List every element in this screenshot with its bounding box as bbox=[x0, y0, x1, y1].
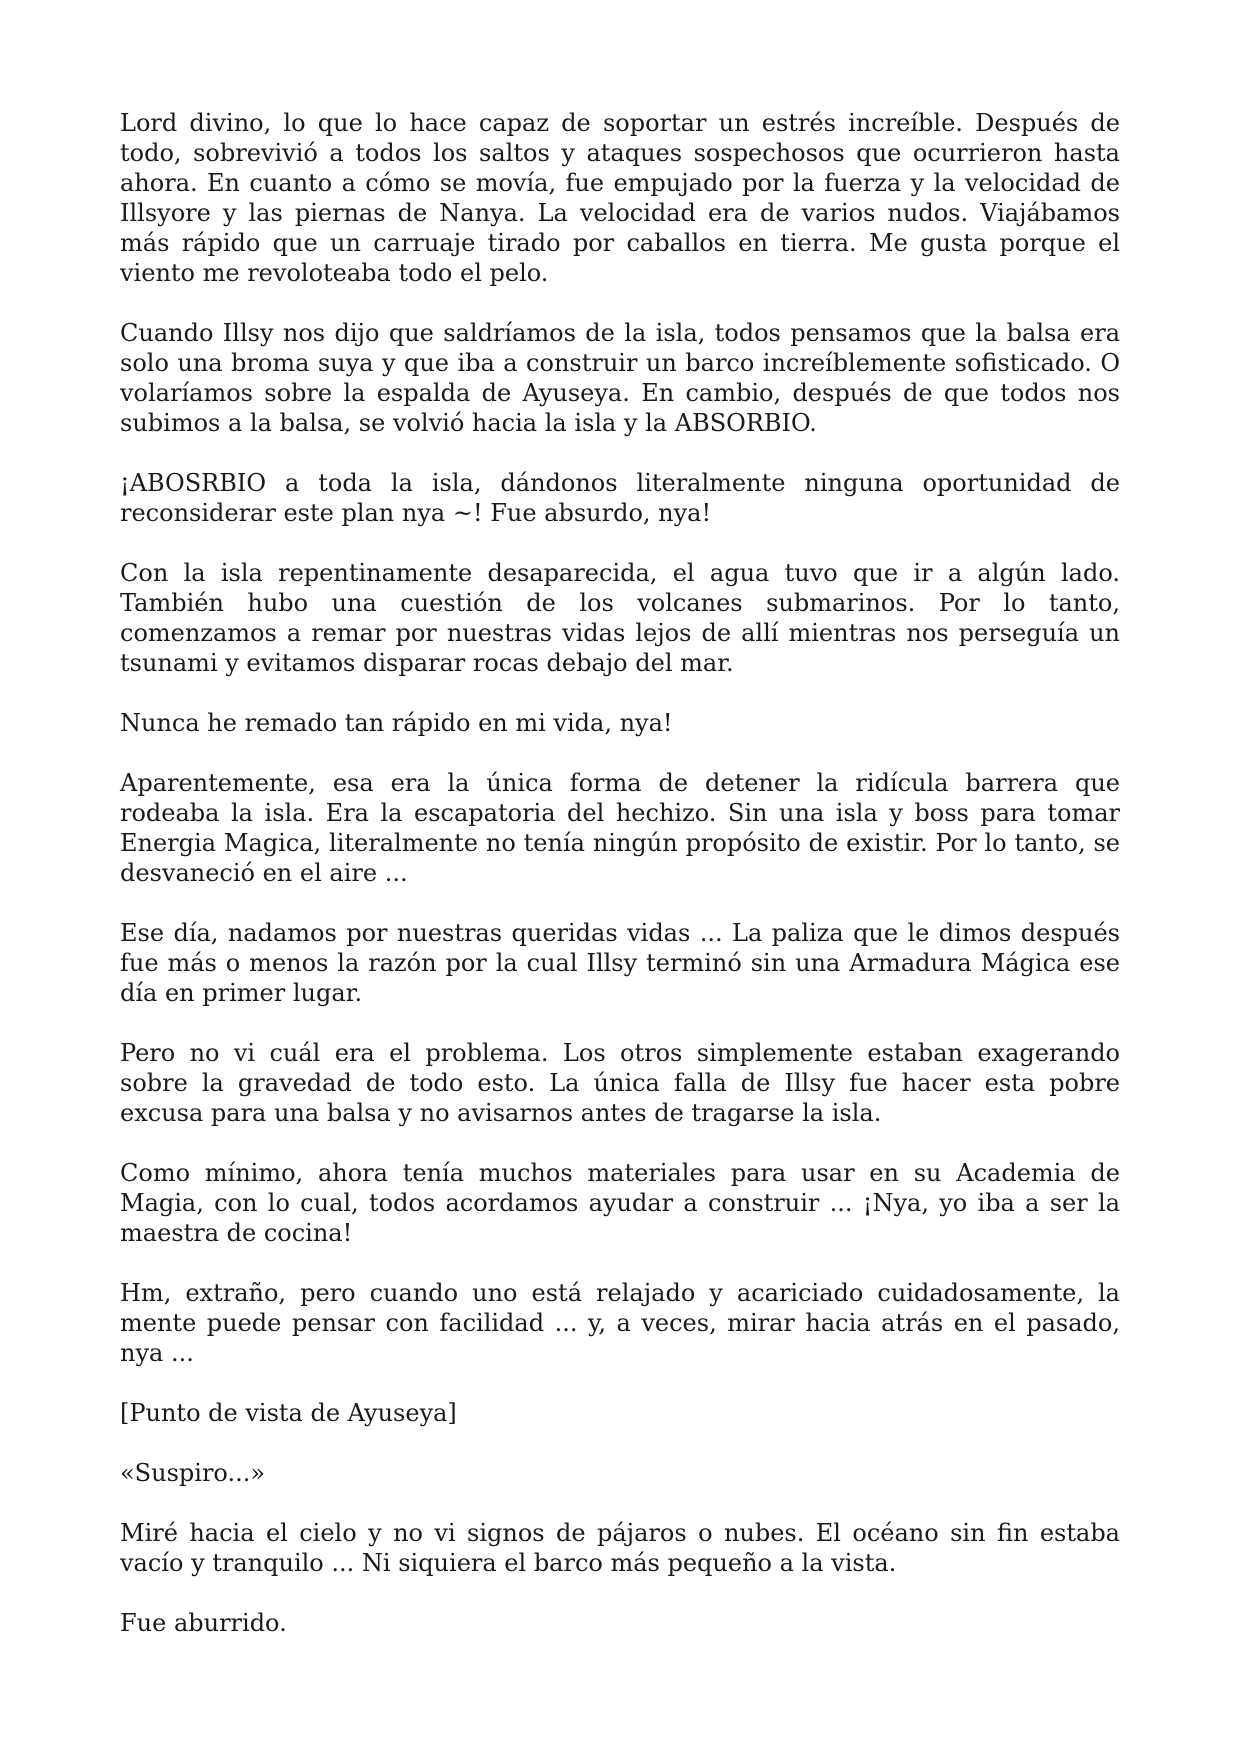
dialogue-line: «Suspiro...» bbox=[120, 1459, 266, 1487]
paragraph-4: Con la isla repentinamente desaparecida, el agua tuvo que ir a algún lado. También hubo una cuestión de los volcanes submarinos. Por lo tanto, comenzamos a remar por nuestras vidas lejos de allí mientras nos perseguía un tsunami y evitamos disparar rocas debajo del mar. bbox=[120, 559, 1120, 677]
paragraph-9: Como mínimo, ahora tenía muchos materiales para usar en su Academia de Magia, con lo cual, todos acordamos ayudar a construir ... ¡Nya, yo iba a ser la maestra de cocina! bbox=[120, 1159, 1120, 1247]
paragraph-6: Aparentemente, esa era la única forma de detener la ridícula barrera que rodeaba la isla. Era la escapatoria del hechizo. Sin una isla y boss para tomar Energia Magica, literalmente no tenía ningún propósito de existir. Por lo tanto, se desvaneció en el aire ... bbox=[120, 769, 1120, 887]
paragraph-2: Cuando Illsy nos dijo que saldríamos de la isla, todos pensamos que la balsa era solo una broma suya y que iba a construir un barco increíblemente sofisticado. O volaríamos sobre la espalda de Ayuseya. En cambio, después de que todos nos subimos a la balsa, se volvió hacia la isla y la ABSORBIO. bbox=[120, 319, 1120, 437]
paragraph-1: Lord divino, lo que lo hace capaz de soportar un estrés increíble. Después de todo, sobrevivió a todos los saltos y ataques sospechosos que ocurrieron hasta ahora. En cuanto a cómo se movía, fue empujado por la fuerza y la velocidad de Illsyore y las piernas de Nanya. La velocidad era de varios nudos. Viajábamos más rápido que un carruaje tirado por caballos en tierra. Me gusta porque el viento me revoloteaba todo el pelo. bbox=[120, 109, 1120, 287]
document-page bbox=[120, 108, 1120, 1668]
paragraph-5: Nunca he remado tan rápido en mi vida, nya! bbox=[120, 709, 673, 737]
paragraph-10: Hm, extraño, pero cuando uno está relajado y acariciado cuidadosamente, la mente puede pensar con facilidad ... y, a veces, mirar hacia atrás en el pasado, nya ... bbox=[120, 1279, 1120, 1367]
pov-heading: [Punto de vista de Ayuseya] bbox=[120, 1399, 457, 1427]
paragraph-8: Pero no vi cuál era el problema. Los otros simplemente estaban exagerando sobre la gravedad de todo esto. La única falla de Illsy fue hacer esta pobre excusa para una balsa y no avisarnos antes de tragarse la isla. bbox=[120, 1039, 1120, 1127]
paragraph-14: Fue aburrido. bbox=[120, 1609, 287, 1637]
paragraph-3: ¡ABOSRBIO a toda la isla, dándonos literalmente ninguna oportunidad de reconsiderar este plan nya ~! Fue absurdo, nya! bbox=[120, 469, 1120, 527]
paragraph-13: Miré hacia el cielo y no vi signos de pájaros o nubes. El océano sin fin estaba vacío y tranquilo ... Ni siquiera el barco más pequeño a la vista. bbox=[120, 1519, 1120, 1577]
paragraph-7: Ese día, nadamos por nuestras queridas vidas ... La paliza que le dimos después fue más o menos la razón por la cual Illsy terminó sin una Armadura Mágica ese día en primer lugar. bbox=[120, 919, 1120, 1007]
